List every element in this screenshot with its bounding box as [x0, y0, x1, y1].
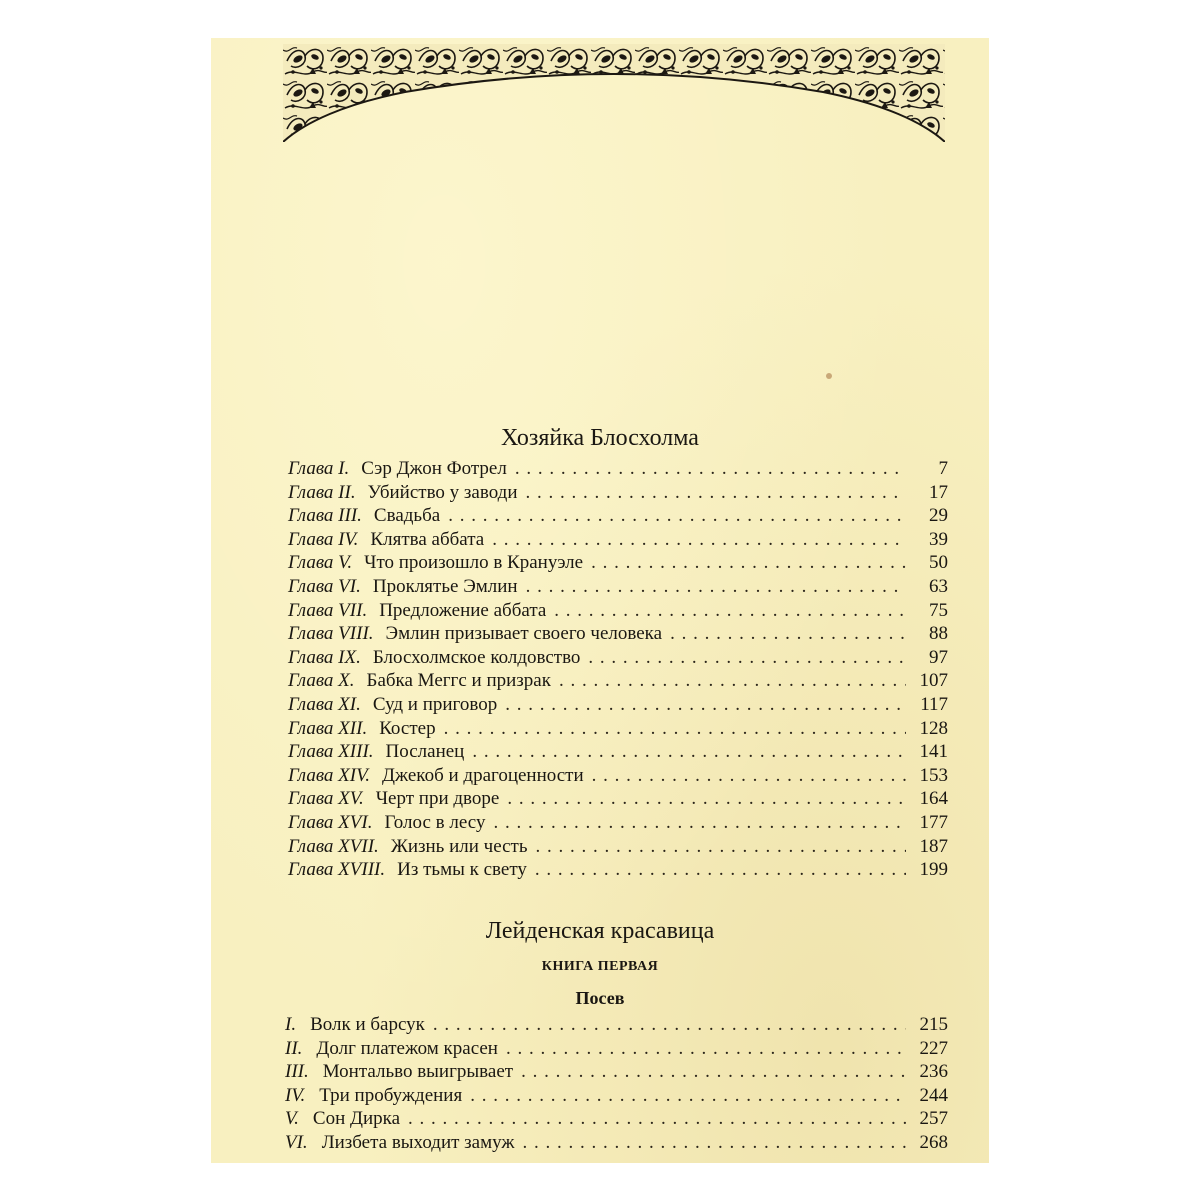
toc-entry: [288, 835, 948, 859]
chapter-title: Блосхолмское колдовство: [372, 646, 581, 668]
page-number: 257: [919, 1108, 948, 1130]
toc-entry: [288, 693, 948, 717]
chapter-label: II.: [285, 1037, 303, 1059]
page-number: 128: [919, 717, 948, 739]
chapter-label: VI.: [285, 1132, 308, 1153]
chapter-label: Глава XVI.: [288, 812, 373, 833]
paper-blot: [826, 373, 832, 379]
dot-leader: [526, 481, 907, 505]
page-number: 164: [919, 788, 948, 810]
chapter-title: Предложение аббата: [379, 599, 547, 621]
chapter-label: Глава I.: [288, 458, 350, 479]
dot-leader: [444, 717, 906, 741]
page-number: 50: [929, 552, 948, 574]
section-title: Посев: [575, 988, 625, 1008]
dot-leader: [591, 551, 906, 575]
dot-leader: [506, 1037, 906, 1061]
chapter-title: Черт при дворе: [375, 788, 500, 810]
page-number: 177: [919, 812, 948, 833]
toc-entry: [288, 646, 948, 670]
chapter-title: Лизбета выходит замуж: [321, 1132, 515, 1153]
chapter-title: Сон Дирка: [312, 1108, 401, 1130]
chapter-title: Долг платежом красен: [316, 1037, 498, 1059]
chapter-label: Глава IV.: [288, 528, 359, 550]
page-number: 187: [919, 835, 948, 857]
toc-entry: [288, 811, 948, 835]
toc-entry: [288, 717, 948, 741]
page-number: 215: [919, 1014, 948, 1035]
dot-leader: [526, 575, 906, 599]
toc-entry: [285, 1060, 948, 1084]
chapter-label: Глава III.: [288, 505, 362, 527]
chapter-label: Глава XV.: [288, 788, 364, 810]
toc-entry: [288, 551, 948, 575]
page-number: 268: [919, 1132, 948, 1153]
chapter-label: Глава II.: [288, 481, 356, 503]
chapter-title: Клятва аббата: [370, 528, 485, 550]
chapter-label: Глава XIII.: [288, 741, 374, 763]
toc-entry: [288, 669, 948, 693]
dot-leader: [523, 1131, 906, 1155]
page-number: 107: [919, 670, 948, 692]
page-number: 117: [920, 694, 948, 715]
toc-entry: [285, 1013, 948, 1037]
dot-leader: [521, 1060, 906, 1084]
chapter-title: Бабка Меггс и призрак: [366, 670, 551, 692]
page-number: 63: [929, 576, 948, 597]
chapter-label: Глава XVIII.: [288, 859, 386, 881]
chapter-label: IV.: [285, 1084, 306, 1106]
dot-leader: [505, 693, 906, 717]
dot-leader: [559, 669, 906, 693]
page-number: 153: [919, 764, 948, 786]
chapter-title: Костер: [379, 717, 436, 739]
toc-entry: [288, 528, 948, 552]
dot-leader: [492, 528, 906, 552]
book-title-2: Лейденская красавица: [485, 918, 715, 944]
chapter-title: Убийство у заводи: [367, 481, 518, 503]
toc-entry: [285, 1131, 948, 1155]
toc-entry: [288, 457, 948, 481]
page-number: 7: [938, 458, 948, 479]
chapter-label: Глава V.: [288, 552, 353, 574]
chapter-label: Глава XII.: [288, 717, 368, 739]
chapter-label: Глава IX.: [288, 646, 361, 668]
chapter-label: V.: [285, 1108, 299, 1130]
page-number: 17: [929, 481, 948, 503]
toc-entry: [288, 599, 948, 623]
chapter-title: Волк и барсук: [310, 1014, 425, 1035]
page-number: 141: [919, 741, 948, 763]
floral-ornament-header: [283, 44, 945, 142]
chapter-label: I.: [285, 1014, 297, 1035]
dot-leader: [554, 599, 906, 623]
toc-entry: [288, 575, 948, 599]
chapter-label: Глава X.: [288, 670, 355, 692]
book-title-1: Хозяйка Блосхолма: [501, 425, 699, 451]
page-number: 39: [929, 528, 948, 550]
chapter-title: Проклятье Эмлин: [372, 576, 518, 597]
dot-leader: [433, 1013, 906, 1037]
chapter-label: III.: [285, 1061, 309, 1083]
chapter-title: Джекоб и драгоценности: [382, 764, 584, 786]
page-number: 88: [929, 623, 948, 645]
dot-leader: [472, 740, 906, 764]
chapter-title: Эмлин призывает своего человека: [385, 623, 663, 645]
chapter-title: Свадьба: [373, 505, 441, 527]
toc-entry: [288, 787, 948, 811]
page-number: 244: [919, 1084, 948, 1106]
page-number: 75: [929, 599, 948, 621]
dot-leader: [448, 504, 906, 528]
toc-entry: [288, 481, 948, 505]
dot-leader: [588, 646, 906, 670]
page-number: 236: [919, 1061, 948, 1083]
toc-entry: [288, 764, 948, 788]
chapter-title: Суд и приговор: [372, 694, 498, 715]
chapter-title: Посланец: [385, 741, 465, 763]
chapter-label: Глава XVII.: [288, 835, 379, 857]
chapter-label: Глава XI.: [288, 694, 361, 715]
toc-entry: [288, 740, 948, 764]
page-number: 199: [919, 859, 948, 881]
page-number: 29: [929, 505, 948, 527]
toc-entry: [285, 1107, 948, 1131]
chapter-title: Монтальво выигрывает: [322, 1061, 514, 1083]
dot-leader: [670, 622, 906, 646]
chapter-title: Голос в лесу: [384, 812, 486, 833]
toc-entry: [285, 1037, 948, 1061]
dot-leader: [493, 811, 906, 835]
chapter-label: Глава VIII.: [288, 623, 374, 645]
chapter-title: Жизнь или честь: [390, 835, 528, 857]
chapter-title: Что произошло в Крануэле: [364, 552, 584, 574]
chapter-title: Сэр Джон Фотрел: [361, 458, 507, 479]
chapter-label: Глава VII.: [288, 599, 368, 621]
dot-leader: [536, 835, 906, 859]
dot-leader: [470, 1084, 906, 1108]
chapter-title: Три пробуждения: [319, 1084, 463, 1106]
dot-leader: [515, 457, 906, 481]
toc-entry: [288, 622, 948, 646]
chapter-label: Глава XIV.: [288, 764, 371, 786]
book-part-label: КНИГА ПЕРВАЯ: [541, 959, 659, 974]
toc-entry: [288, 504, 948, 528]
dot-leader: [507, 787, 906, 811]
chapter-title: Из тьмы к свету: [397, 859, 527, 881]
dot-leader: [592, 764, 906, 788]
dot-leader: [535, 858, 906, 882]
toc-entry: [285, 1084, 948, 1108]
chapter-label: Глава VI.: [288, 576, 361, 597]
toc-entry: [288, 858, 948, 882]
page-number: 227: [919, 1037, 948, 1059]
dot-leader: [408, 1107, 906, 1131]
page-number: 97: [929, 646, 948, 668]
